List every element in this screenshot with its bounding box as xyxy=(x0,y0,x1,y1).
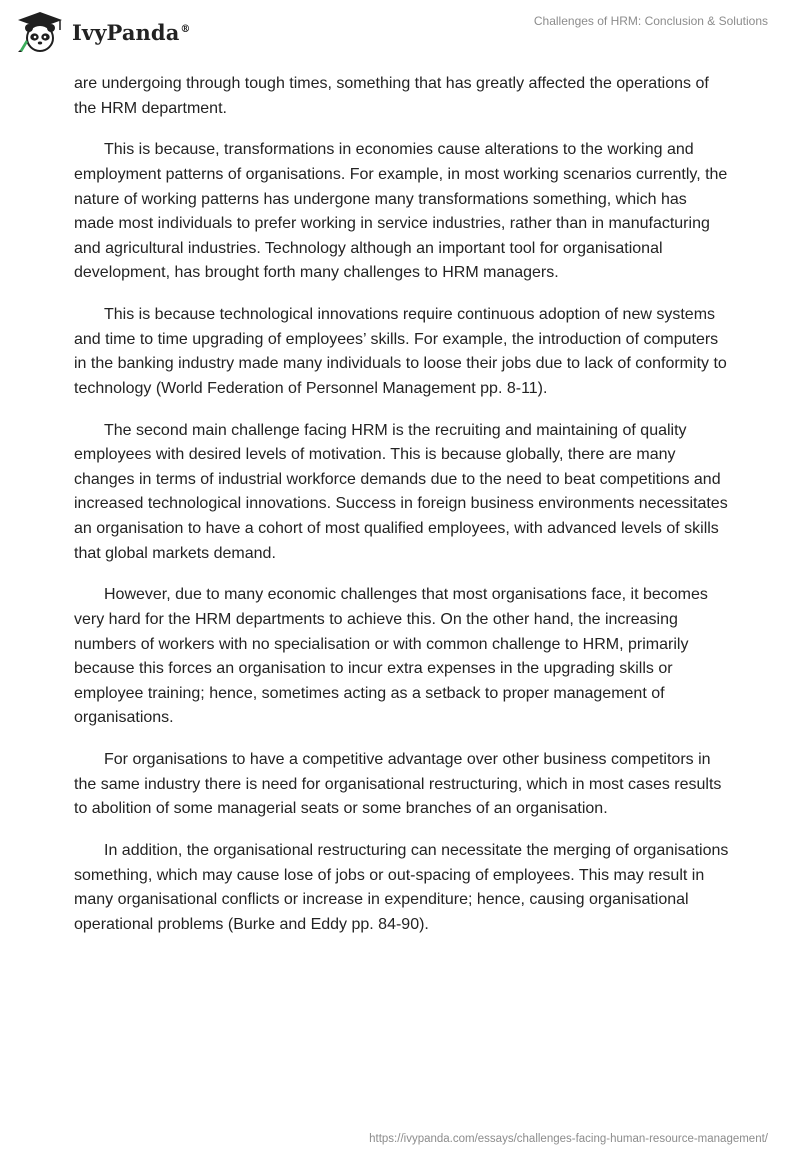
page-header xyxy=(0,0,800,70)
paragraph: This is because technological innovations require continuous adoption of new systems and time to time upgrading of employees’ skills. For example, the introduction of computers in the banking industry made many individuals to loose their jobs due to lack of conformity to technology (World Federation of Personnel Management pp. 8-11). xyxy=(74,306,727,397)
paragraph: are undergoing through tough times, something that has greatly affected the operations of the HRM department. xyxy=(74,75,709,117)
paragraph: For organisations to have a competitive advantage over other business competitors in the same industry there is need for organisational restructuring, which in most cases results to abolition of some managerial seats or some branches of an organisation. xyxy=(74,751,722,818)
source-url[interactable]: https://ivypanda.com/essays/challenges-facing-human-resource-management/ xyxy=(369,1133,768,1145)
registered-mark: ® xyxy=(180,23,191,35)
brand-logo[interactable] xyxy=(14,10,191,54)
panda-graduate-icon xyxy=(14,10,66,54)
paragraph: The second main challenge facing HRM is the recruiting and maintaining of quality employees with desired levels of motivation. This is because globally, there are many changes in terms of industrial workforce demands due to the need to beat competitions and increased technological innovations. Success in foreign business environments necessitates an organisation to have a cohort of most qualified employees, with advanced levels of skills that global markets demand. xyxy=(74,421,728,562)
paragraph: In addition, the organisational restructuring can necessitate the merging of organisations something, which may cause lose of jobs or out-spacing of employees. This may result in many organisational conflicts or increase in expenditure; hence, causing organisational operational problems (Burke and Eddy pp. 84-90). xyxy=(74,842,729,933)
paragraph: This is because, transformations in economies cause alterations to the working and employment patterns of organisations. For example, in most working scenarios currently, the nature of working patterns has undergone many transformations something, which has made most individuals to prefer working in service industries, rather than in manufacturing and agricultural industries. Technology although an important tool for organisational development, has brought forth many challenges to HRM managers. xyxy=(74,141,728,282)
brand-name: IvyPanda® xyxy=(72,19,191,45)
essay-body xyxy=(74,72,730,955)
document-title: Challenges of HRM: Conclusion & Solutions xyxy=(533,14,768,28)
paragraph: However, due to many economic challenges that most organisations face, it becomes very hard for the HRM departments to achieve this. On the other hand, the increasing numbers of workers with no specialisation or with common challenge to HRM, primarily because this forces an organisation to incur extra expenses in the upgrading skills or employee training; hence, sometimes acting as a setback to proper management of organisations. xyxy=(74,586,708,727)
